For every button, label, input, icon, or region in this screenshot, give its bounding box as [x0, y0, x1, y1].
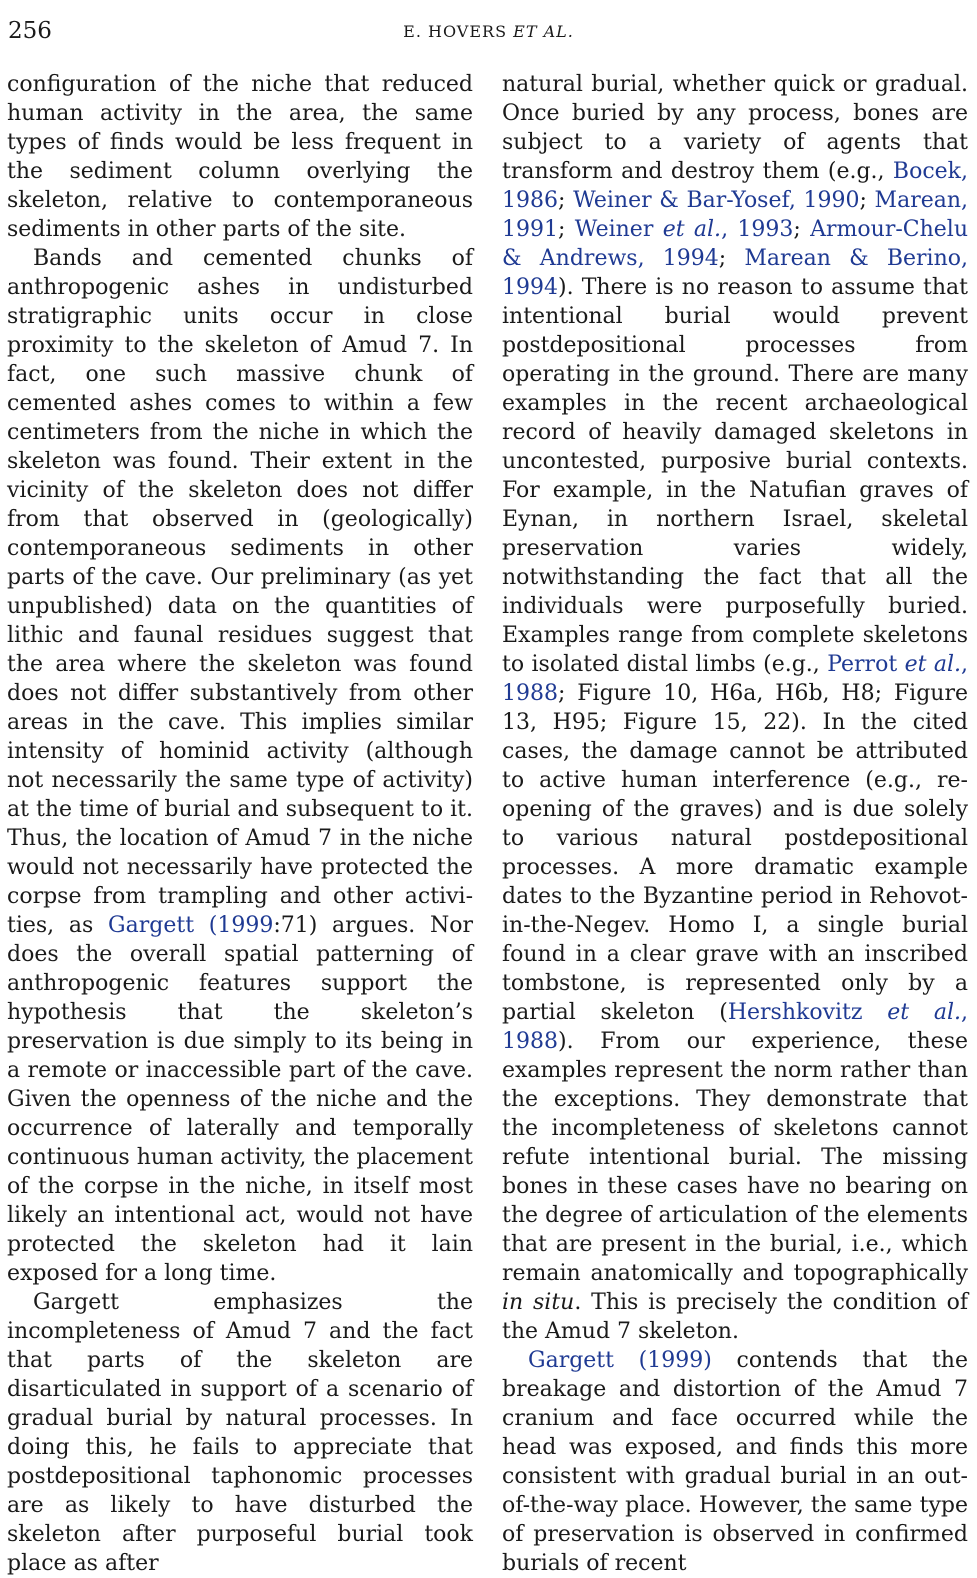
citation-link[interactable]: Bocek, 1986 — [502, 159, 968, 213]
page-number: 256 — [8, 18, 52, 44]
citation-link[interactable]: Gargett (1999) — [528, 1348, 712, 1373]
right-column — [502, 70, 968, 1578]
running-head-authors: E. HOVERS — [403, 22, 508, 41]
citation-author: Weiner — [574, 217, 663, 242]
body-text: natural burial, whether quick or gradual. Once buried by any process, bones are subject to a variety of agents that transform and destroy them (e.g., — [502, 72, 968, 184]
body-text: ; Figure 10, H6a, H6b, H8; Figure 13, H95; Figure 15, 22). In the cited cases, the damage cannot be attributed to active human interference (e.g., re-opening of the graves) and is due solely to various natural postdepositional processes. A more dramatic example dates to the Byzantine period in Rehovot-in-the-Negev. Homo I, a single burial found in a clear grave with an inscribed tombstone, is represented only by a partial skeleton ( — [502, 681, 968, 1025]
paragraph — [502, 1346, 968, 1578]
citation-etal: et al. — [662, 217, 722, 242]
body-text: Gargett emphasizes the incompleteness of Amud 7 and the fact that parts of the skeleton are disarticulated in support of a scenario of gradual burial by natural processes. In doing this, he fails to appreciate that postdepositional taphonomic processes are as likely to have disturbed the skeleton after purposeful burial took place as after — [7, 1290, 473, 1576]
separator-text: ; — [558, 188, 574, 213]
citation-link[interactable]: Marean, 1991 — [502, 188, 969, 242]
separator-text: ; — [558, 217, 575, 242]
citation-year: , 1988 — [502, 652, 968, 706]
citation-link[interactable]: Gargett (1999 — [108, 913, 274, 938]
separator-text: ; — [718, 246, 745, 271]
body-text: configuration of the niche that reduced human activity in the area, the same types of finds would be less frequent in the sediment column overlying the skeleton, relative to contemporaneous sediments in other parts of the site. — [7, 72, 473, 242]
body-text: ). There is no reason to assume that intentional burial would prevent postdepositional processes from operating in the ground. There are many examples in the recent archaeological record of heavily damaged skeletons in uncontested, purposive burial contexts. For example, in the Natufian graves of Eynan, in northern Israel, skeletal preservation varies widely, notwithstanding the fact that all the individuals were purposefully buried. Examples range from complete skeletons to isolated distal limbs (e.g., — [502, 275, 968, 677]
citation-link[interactable]: Marean & Berino, 1994 — [502, 246, 969, 300]
body-text: ). From our experience, these examples represent the norm rather than the exceptions. They demonstrate that the incompleteness of skeletons cannot refute intentional burial. The missing bones in these cases have no bearing on the degree of articulation of the elements that are present in the burial, i.e., which remain anatomically and topographically — [502, 1029, 968, 1286]
separator-text: ; — [793, 217, 811, 242]
citation-link[interactable]: Weiner & Bar-Yosef, 1990 — [573, 188, 860, 213]
running-head — [8, 22, 969, 41]
body-text: Bands and cemented chunks of anthropogenic ashes in undisturbed stratigraphic units occur in close proximity to the skeleton of Amud 7. In fact, one such massive chunk of cemented ashes comes to within a few centimeters from the niche in which the skeleton was found. Their extent in the vicinity of the skeleton does not differ from that observed in (geologically) contemporaneous sediments in other parts of the cave. Our preliminary (as yet unpublished) data on the quantities of lithic and faunal residues suggest that the area where the skeleton was found does not differ substantively from other areas in the cave. This implies similar intensity of hominid activity (although not necessarily the same type of activity) at the time of burial and subsequent to it. Thus, the location of Amud 7 in the niche would not necessarily have protected the corpse from trampling and other activities, as — [7, 246, 473, 938]
paragraph — [7, 1288, 473, 1578]
citation-link[interactable]: Armour-Chelu & Andrews, 1994 — [502, 217, 969, 271]
running-head-etal: ET AL. — [513, 22, 574, 41]
citation-etal: et al. — [904, 652, 961, 677]
citation-etal: et al. — [887, 1000, 962, 1025]
body-text: contends that the breakage and distortion of the Amud 7 cranium and face occurred while the head was exposed, and finds this more consistent with gradual burial in an out-of-the-way place. However, the same type of preservation is observed in confirmed burials of recent — [502, 1348, 968, 1576]
paragraph — [502, 70, 968, 1346]
paragraph — [7, 70, 473, 244]
page-header — [8, 18, 969, 48]
citation-year: , 1993 — [721, 217, 794, 242]
citation-author: Hershkovitz — [727, 1000, 888, 1025]
citation-year: , 1988 — [502, 1000, 969, 1054]
body-text: :71) argues. Nor does the overall spatial patterning of anthropogenic features support the hypothesis that the skeleton’s preservation is due simply to its being in a remote or inaccessible part of the cave. Given the openness of the niche and the occurrence of laterally and temporally continuous human activity, the placement of the corpse in the niche, in itself most likely an intentional act, would not have protected the skeleton had it lain exposed for a long time. — [7, 913, 473, 1286]
italic-term: in situ — [502, 1290, 575, 1315]
left-column — [7, 70, 473, 1578]
citation-author: Perrot — [827, 652, 905, 677]
separator-text: ; — [859, 188, 875, 213]
citation-link[interactable] — [575, 217, 794, 242]
paragraph — [7, 244, 473, 1288]
body-text: . This is precisely the condition of the Amud 7 skeleton. — [502, 1290, 968, 1344]
